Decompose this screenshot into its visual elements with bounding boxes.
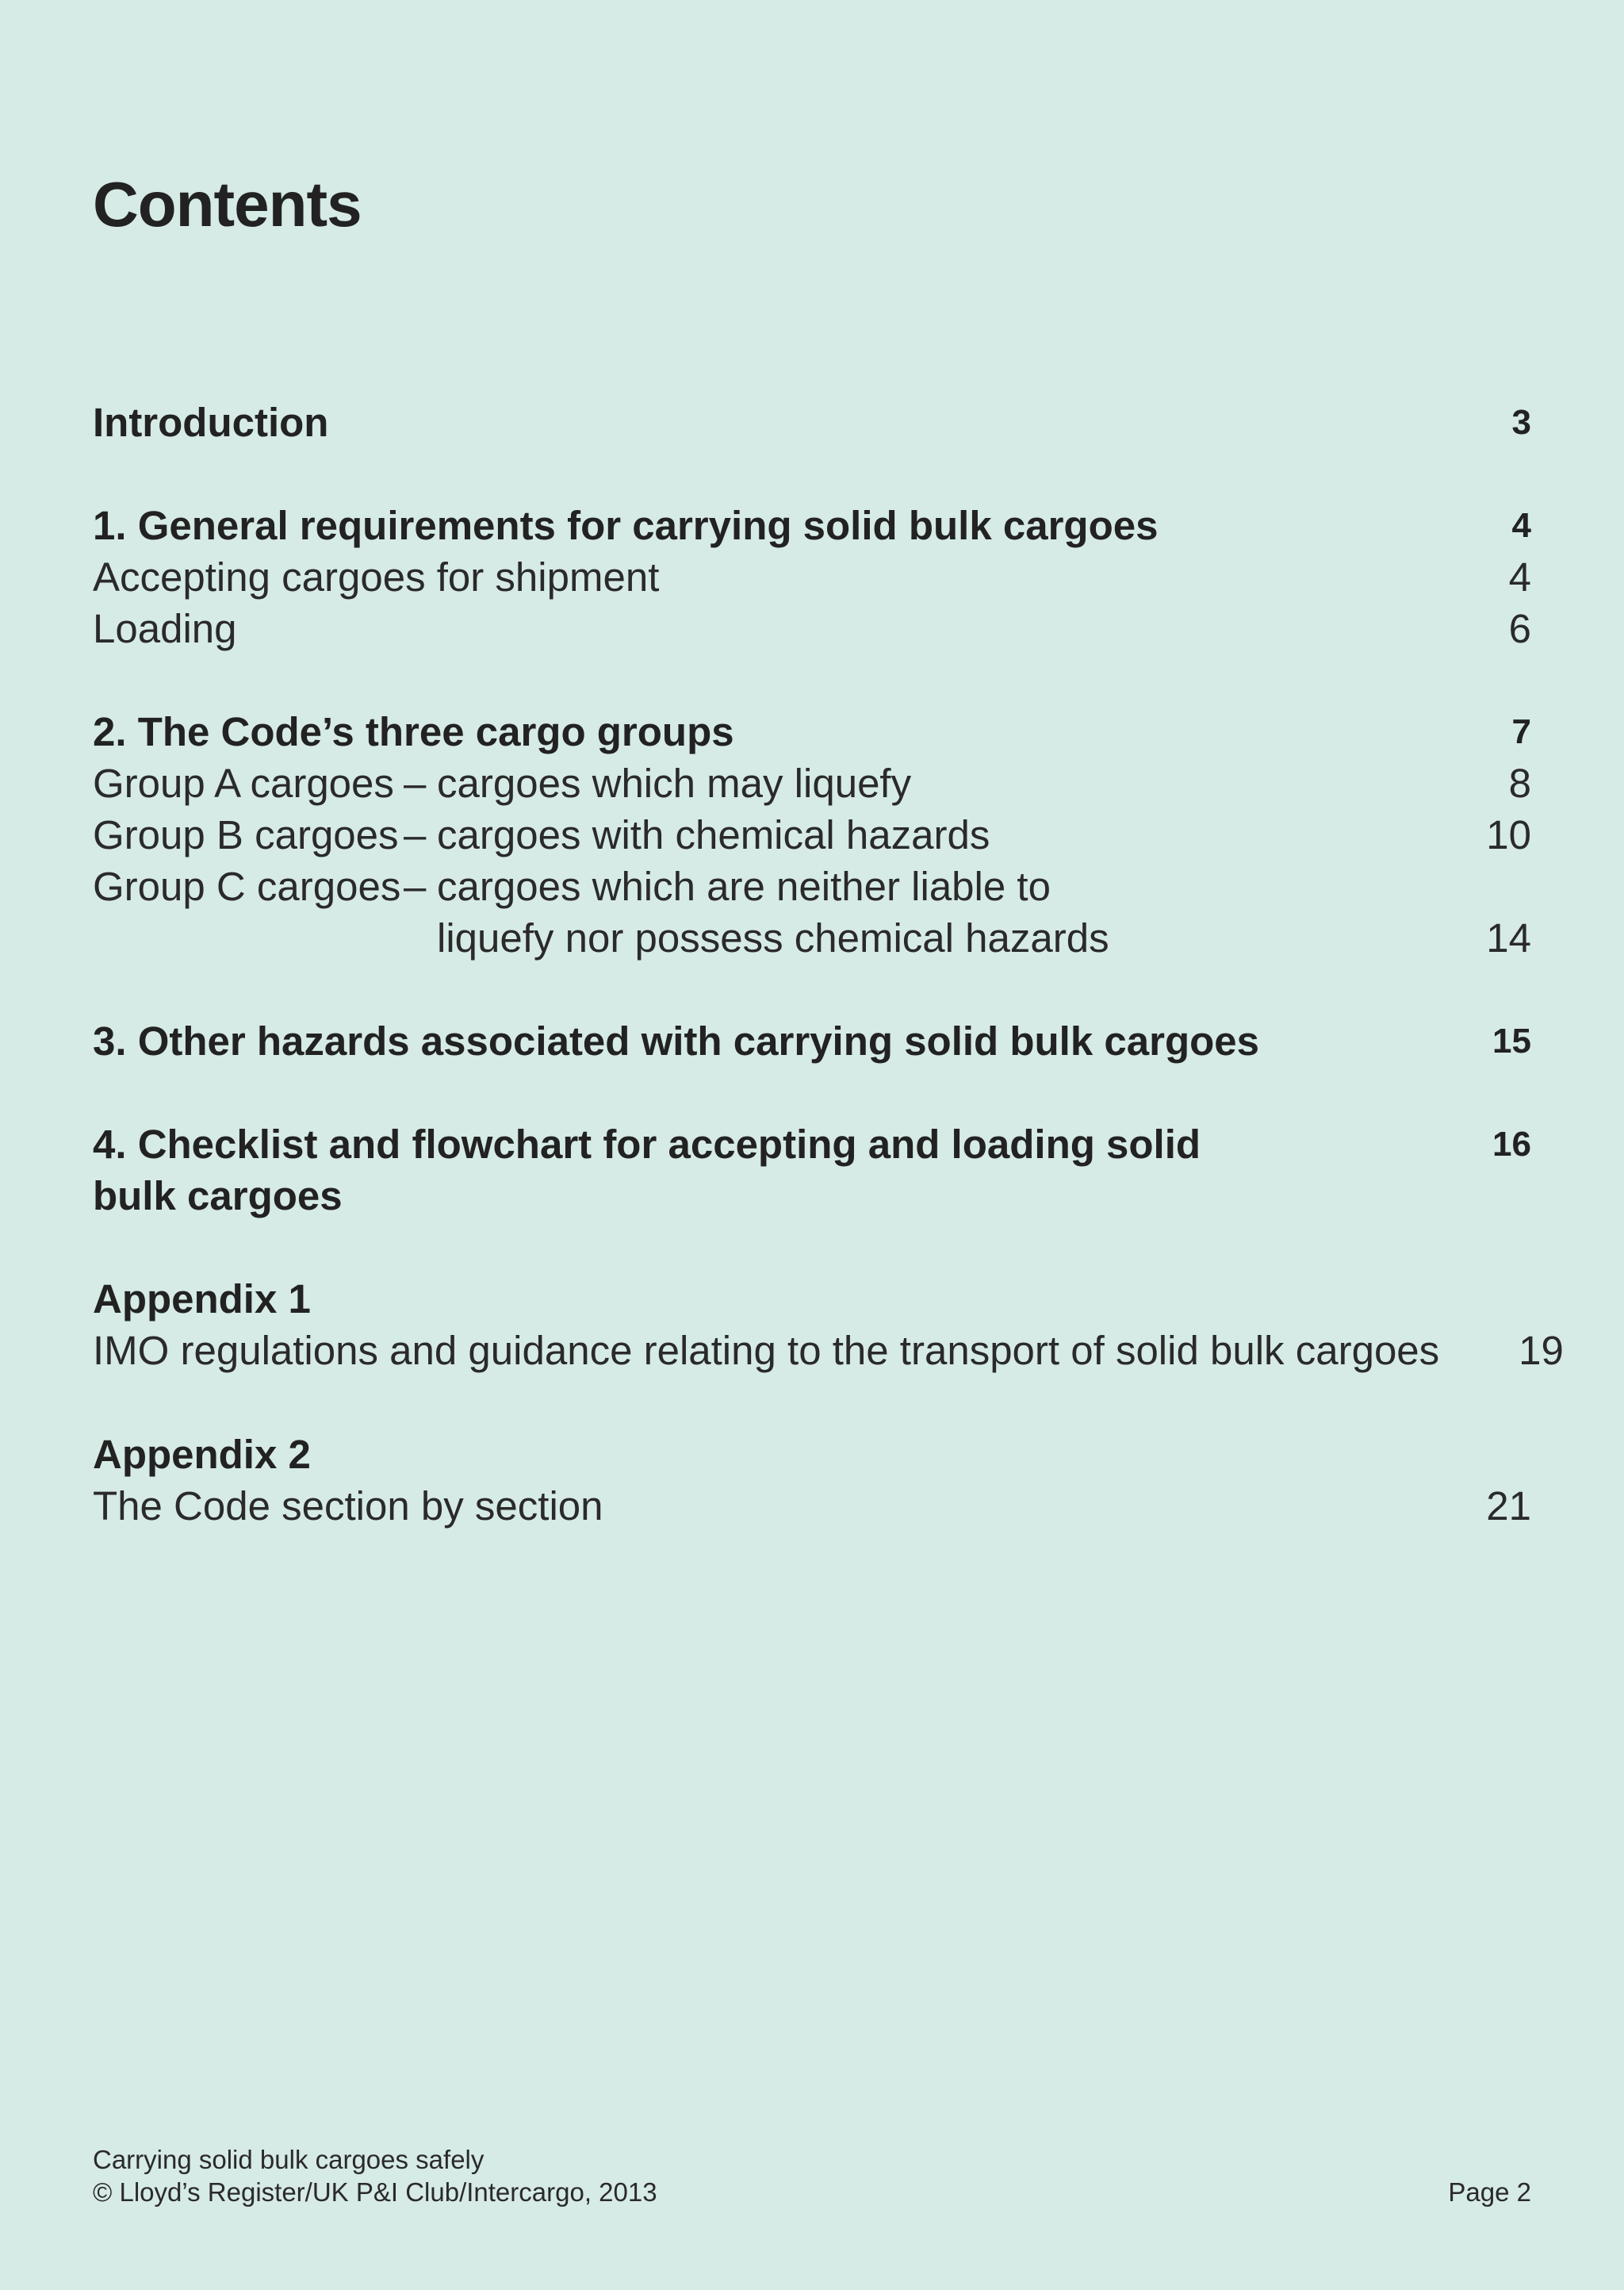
toc-entry-loading[interactable]: [93, 603, 1531, 654]
group-name: Group C cargoes: [93, 864, 401, 909]
group-description: cargoes with chemical hazards: [437, 812, 990, 857]
toc-entry-group-c[interactable]: [93, 861, 1531, 912]
table-of-contents: [93, 397, 1564, 1532]
toc-entry-imo-regulations[interactable]: [93, 1325, 1564, 1376]
group-dash: –: [404, 812, 427, 857]
toc-entry-page: 15: [1492, 1022, 1531, 1061]
toc-entry-appendix-1[interactable]: [93, 1273, 1531, 1325]
toc-entry-group-a[interactable]: [93, 758, 1531, 809]
toc-entry-section-3[interactable]: [93, 1015, 1531, 1067]
toc-entry-group-c-continued[interactable]: [93, 912, 1531, 964]
toc-entry-page: 3: [1511, 403, 1531, 442]
toc-entry-page: 21: [1486, 1483, 1531, 1529]
toc-entry-label: Appendix 1: [93, 1276, 311, 1321]
toc-entry-label: Appendix 2: [93, 1432, 311, 1477]
page-title: Contents: [93, 169, 362, 240]
footer-page-number: Page 2: [1448, 2177, 1531, 2207]
toc-entry-page: 14: [1486, 915, 1531, 961]
toc-entry-page: 6: [1508, 606, 1531, 651]
toc-entry-group-b[interactable]: [93, 809, 1531, 861]
toc-entry-label: IMO regulations and guidance relating to the transport of solid bulk cargoes: [93, 1328, 1440, 1373]
toc-entry-label: 1. General requirements for carrying solid bulk cargoes: [93, 503, 1159, 548]
toc-entry-code-section[interactable]: [93, 1480, 1531, 1532]
footer-copyright: © Lloyd’s Register/UK P&I Club/Intercargo, 2013: [93, 2177, 657, 2207]
toc-entry-page: 16: [1492, 1125, 1531, 1164]
toc-entry-section-1[interactable]: [93, 500, 1531, 551]
group-description: cargoes which are neither liable to: [437, 864, 1051, 909]
toc-entry-label: 4. Checklist and flowchart for accepting and loading solid: [93, 1122, 1201, 1167]
toc-entry-label: Loading: [93, 606, 237, 651]
toc-entry-section-4[interactable]: [93, 1118, 1531, 1222]
toc-entry-label: 3. Other hazards associated with carrying solid bulk cargoes: [93, 1018, 1259, 1064]
toc-entry-page: 4: [1508, 554, 1531, 600]
group-name: Group B cargoes: [93, 812, 399, 857]
toc-entry-label: The Code section by section: [93, 1483, 603, 1529]
toc-entry-page: 19: [1519, 1328, 1564, 1373]
toc-entry-page: 4: [1511, 506, 1531, 545]
toc-entry-page: 10: [1486, 812, 1531, 857]
toc-entry-page: 8: [1508, 761, 1531, 806]
toc-entry-appendix-2[interactable]: [93, 1429, 1531, 1480]
group-name: Group A cargoes: [93, 761, 394, 806]
toc-entry-label: Introduction: [93, 400, 329, 445]
toc-entry-introduction[interactable]: [93, 397, 1531, 448]
toc-entry-label: Accepting cargoes for shipment: [93, 554, 660, 600]
toc-entry-page: 7: [1511, 712, 1531, 751]
group-description-continued: liquefy nor possess chemical hazards: [437, 915, 1109, 961]
group-dash: –: [404, 864, 427, 909]
footer-publication-title: Carrying solid bulk cargoes safely: [93, 2145, 485, 2174]
toc-entry-label: 2. The Code’s three cargo groups: [93, 709, 734, 754]
toc-entry-section-2[interactable]: [93, 706, 1531, 758]
toc-entry-label-continued: bulk cargoes: [93, 1173, 343, 1218]
group-dash: –: [404, 761, 427, 806]
footer: [93, 2143, 657, 2208]
toc-entry-accepting-cargoes[interactable]: [93, 551, 1531, 603]
group-description: cargoes which may liquefy: [437, 761, 912, 806]
